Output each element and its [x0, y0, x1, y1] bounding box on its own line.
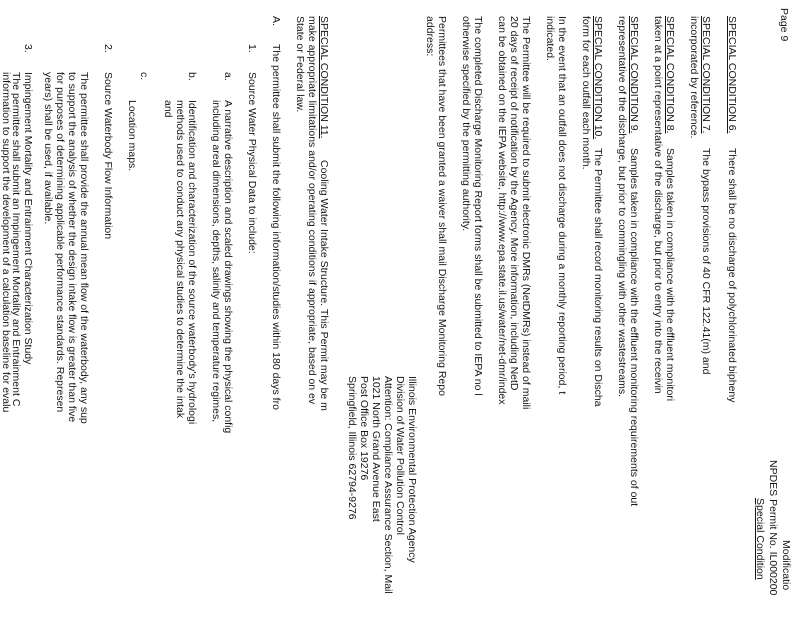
item-1-title: Source Water Physical Data to include: [246, 72, 258, 254]
item-3-number: 3. [22, 44, 34, 53]
special-condition-9-text: Samples taken in compliance with the effluent monitoring requirements of out [628, 148, 640, 507]
item-1c-text: Location maps. [126, 100, 138, 172]
item-1b-marker: b. [186, 72, 198, 81]
item-1b-line-2: methods used to conduct any physical studies to determine the intak [174, 100, 186, 419]
dmr-submission-paragraph-line-1: The completed Discharge Monitoring Report forms shall be submitted to IEPA no l [472, 16, 484, 396]
item-3-title: Impingement Mortality and Entrainment Characterization Study [22, 72, 34, 365]
special-condition-7-text: The bypass provisions of 40 CFR 122.41(m) and [700, 148, 712, 375]
special-condition-9-text-2: representative of the discharge, but prior to commingling with other wastestreams. [616, 16, 628, 398]
special-condition-8-text: Samples taken in compliance with the effluent monitori [664, 148, 676, 402]
no-discharge-paragraph-line-2: indicated. [544, 16, 556, 61]
item-2-line-3: for purposes of determining applicable performance standards. Represen [54, 72, 66, 413]
netdmr-paragraph-line-3: can be obtained on the IEPA website, http://www.epa.state.il.us/water/net-dmr/index [496, 16, 508, 405]
item-1a-marker: a. [222, 72, 234, 81]
item-1b-line-3: and [162, 100, 174, 118]
item-2-line-2: to support the analysis of whether the design intake flow is greater than five [66, 72, 78, 423]
item-3-line-2: information to support the development of a calculation baseline for evalu [0, 72, 12, 413]
section-a-marker: A. [270, 16, 282, 26]
special-condition-6-label: SPECIAL CONDITION 6. [726, 16, 738, 134]
special-condition-11-text-3: State or Federal law. [294, 16, 306, 113]
page-number: Page 9 [778, 8, 790, 42]
address-line-2: Division of Water Pollution Control [394, 376, 406, 535]
special-condition-8-text-2: taken at a point representative of the discharge, but prior to entry into the receivin [652, 16, 664, 394]
special-condition-8-label: SPECIAL CONDITION 8. [664, 16, 676, 134]
special-condition-11-label: SPECIAL CONDITION 11. [318, 16, 330, 139]
item-1a-line-1: A narrative description and scaled drawings showing the physical config [222, 100, 234, 434]
item-1-number: 1. [246, 44, 258, 53]
special-condition-10-text-2: form for each outfall each month. [580, 16, 592, 170]
special-condition-10-text: The Permittee shall record monitoring results on Discha [592, 148, 604, 407]
dmr-submission-paragraph-line-2: otherwise specified by the permitting authority. [460, 16, 472, 232]
item-2-line-1: The permittee shall provide the annual mean flow of the waterbody, any sup [78, 72, 90, 424]
item-1c-marker: c. [138, 72, 150, 81]
item-2-line-4: years) shall be used, if available. [42, 72, 54, 225]
address-line-1: Illinois Environmental Protection Agency [406, 376, 418, 563]
header-modification: Modificatio [780, 540, 792, 591]
item-3-line-1: The permittee shall submit an Impingement Mortality and Entrainment C [10, 72, 22, 407]
section-a-text: The permittee shall submit the following information/studies within 180 days fro [270, 44, 282, 410]
special-condition-10-label: SPECIAL CONDITION 10. [592, 16, 604, 140]
address-line-3: Attention: Compliance Assurance Section, Mail [382, 376, 394, 594]
special-condition-7-text-2: incorporated by reference. [688, 16, 700, 139]
item-2-number: 2. [102, 44, 114, 53]
header-permit-number: NPDES Permit No. IL000200 [767, 460, 779, 596]
netdmr-paragraph-line-1: The Permittee will be required to submit electronic DMRs (NetDMRs) instead of maili [520, 16, 532, 410]
special-condition-6-text: There shall be no discharge of polychlorinated bipheny [726, 148, 738, 403]
special-condition-11-text-2: make appropriate limitations and/or operating conditions if appropriate, based on ev [306, 16, 318, 405]
item-2-title: Source Waterbody Flow Information [102, 72, 114, 240]
waiver-paragraph-line-1: Permittees that have been granted a waiver shall mail Discharge Monitoring Repo [436, 16, 448, 396]
address-line-6: Springfield, Illinois 62794-9276 [346, 376, 358, 520]
no-discharge-paragraph-line-1: In the event that an outfall does not discharge during a monthly reporting period, t [556, 16, 568, 395]
special-condition-11-text: Cooling Water Intake Structure. This Permit may be m [318, 160, 330, 411]
waiver-paragraph-line-2: address: [424, 16, 436, 57]
special-condition-7-label: SPECIAL CONDITION 7. [700, 16, 712, 134]
item-1a-line-2: including areal dimensions, depths, salinity and temperature regimes, [210, 100, 222, 423]
address-line-4: 1021 North Grand Avenue East [370, 376, 382, 522]
header-special-conditions: Special Condition [754, 498, 766, 580]
special-condition-9-label: SPECIAL CONDITION 9. [628, 16, 640, 134]
item-1b-line-1: Identification and characterization of the source waterbody's hydrologi [186, 100, 198, 425]
netdmr-paragraph-line-2: 20 days of receipt of notification by the Agency. More information, including NetD [508, 16, 520, 391]
address-line-5: Post Office Box 19276 [358, 376, 370, 481]
